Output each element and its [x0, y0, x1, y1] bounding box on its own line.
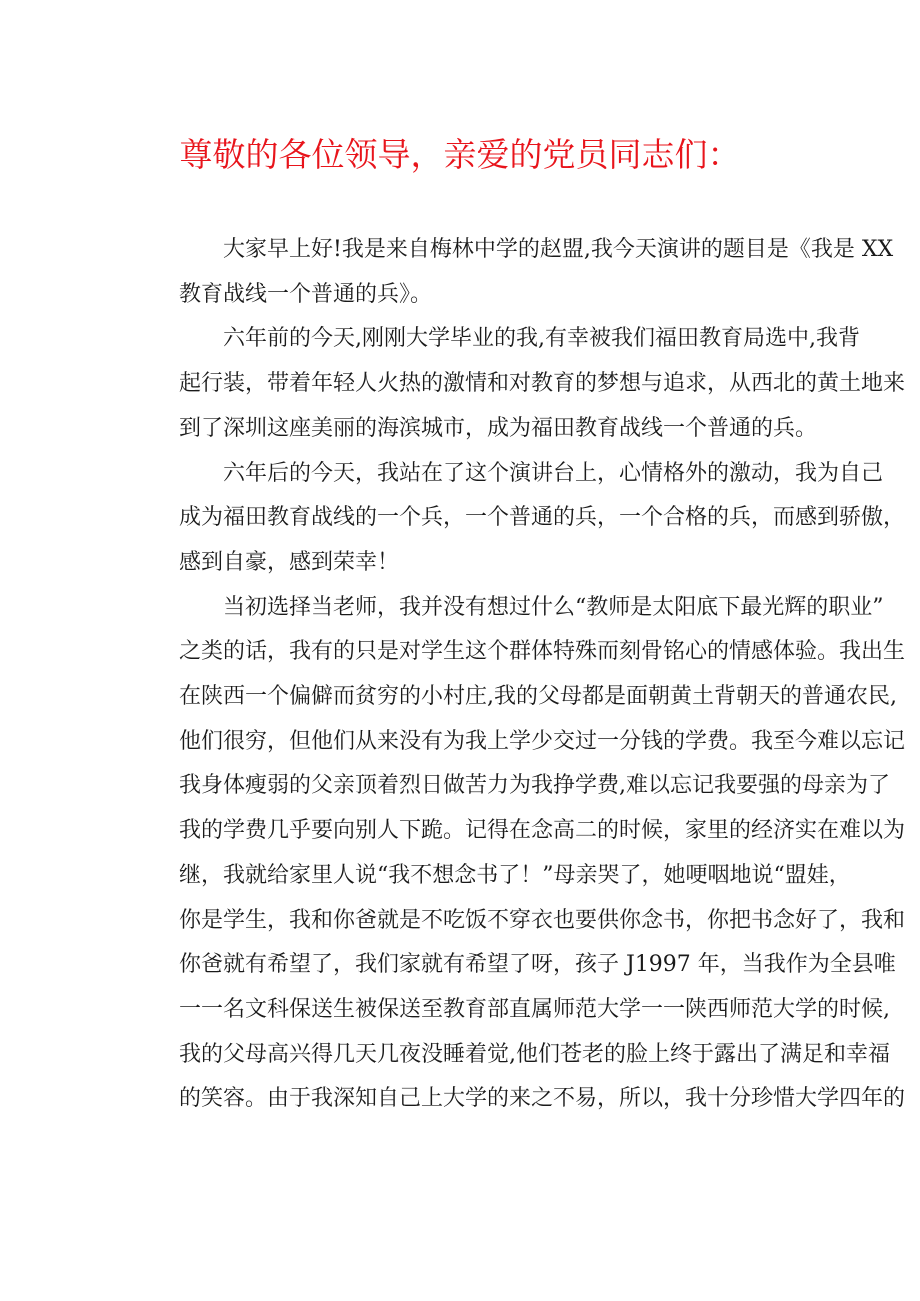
text-line: 我身体瘦弱的父亲顶着烈日做苦力为我挣学费,难以忘记我要强的母亲为了 — [179, 773, 890, 799]
text-line: 在陕西一个偏僻而贫穷的小村庄,我的父母都是面朝黄土背朝天的普通农民, — [179, 684, 897, 710]
text-line: 的笑容。由于我深知自己上大学的来之不易，所以，我十分珍惜大学四年的 — [179, 1086, 906, 1112]
text-line: 他们很穷，但他们从来没有为我上学少交过一分钱的学费。我至今难以忘记 — [179, 728, 906, 754]
salutation-title: 尊敬的各位领导，亲爱的党员同志们： — [179, 135, 741, 174]
speech-body — [135, 228, 906, 1122]
text-line: 成为福田教育战线的一个兵，一个普通的兵，一个合格的兵，而感到骄傲， — [179, 505, 906, 531]
text-line: 你爸就有希望了，我们家就有希望了呀，孩子 J1997 年，当我作为全县唯 — [179, 952, 896, 978]
text-line: 到了深圳这座美丽的海滨城市，成为福田教育战线一个普通的兵。 — [179, 415, 818, 441]
paragraph-greeting — [135, 228, 894, 317]
text-line: 你是学生，我和你爸就是不吃饭不穿衣也要供你念书，你把书念好了，我和 — [179, 907, 906, 933]
text-line: 一一名文科保送生被保送至教育部直属师范大学一一陕西师范大学的时候, — [179, 996, 890, 1022]
text-line: 继，我就给家里人说“我不想念书了！”母亲哭了，她哽咽地说“盟娃， — [179, 862, 851, 888]
paragraph-choosing-teaching — [135, 586, 906, 1122]
text-line: 起行装，带着年轻人火热的激情和对教育的梦想与追求，从西北的黄土地来 — [179, 371, 906, 397]
text-line: 六年前的今天,刚刚大学毕业的我,有幸被我们福田教育局选中,我背 — [223, 326, 860, 352]
paragraph-six-years-later — [135, 452, 906, 586]
text-line: 感到自豪，感到荣幸！ — [179, 549, 400, 575]
text-line: 我的父母高兴得几天几夜没睡着觉,他们苍老的脸上终于露出了满足和幸福 — [179, 1041, 890, 1067]
text-line: 教育战线一个普通的兵》。 — [179, 281, 433, 307]
text-line: 之类的话，我有的只是对学生这个群体特殊而刻骨铭心的情感体验。我出生 — [179, 639, 906, 665]
text-line: 六年后的今天，我站在了这个演讲台上，心情格外的激动，我为自己 — [223, 460, 884, 486]
text-line: 我的学费几乎要向别人下跪。记得在念高二的时候，家里的经济实在难以为 — [179, 818, 906, 844]
text-line: 当初选择当老师，我并没有想过什么“教师是太阳底下最光辉的职业” — [223, 594, 884, 620]
paragraph-six-years-ago — [135, 317, 906, 451]
text-line: 大家早上好!我是来自梅林中学的赵盟,我今天演讲的题目是《我是 XX — [223, 237, 894, 262]
